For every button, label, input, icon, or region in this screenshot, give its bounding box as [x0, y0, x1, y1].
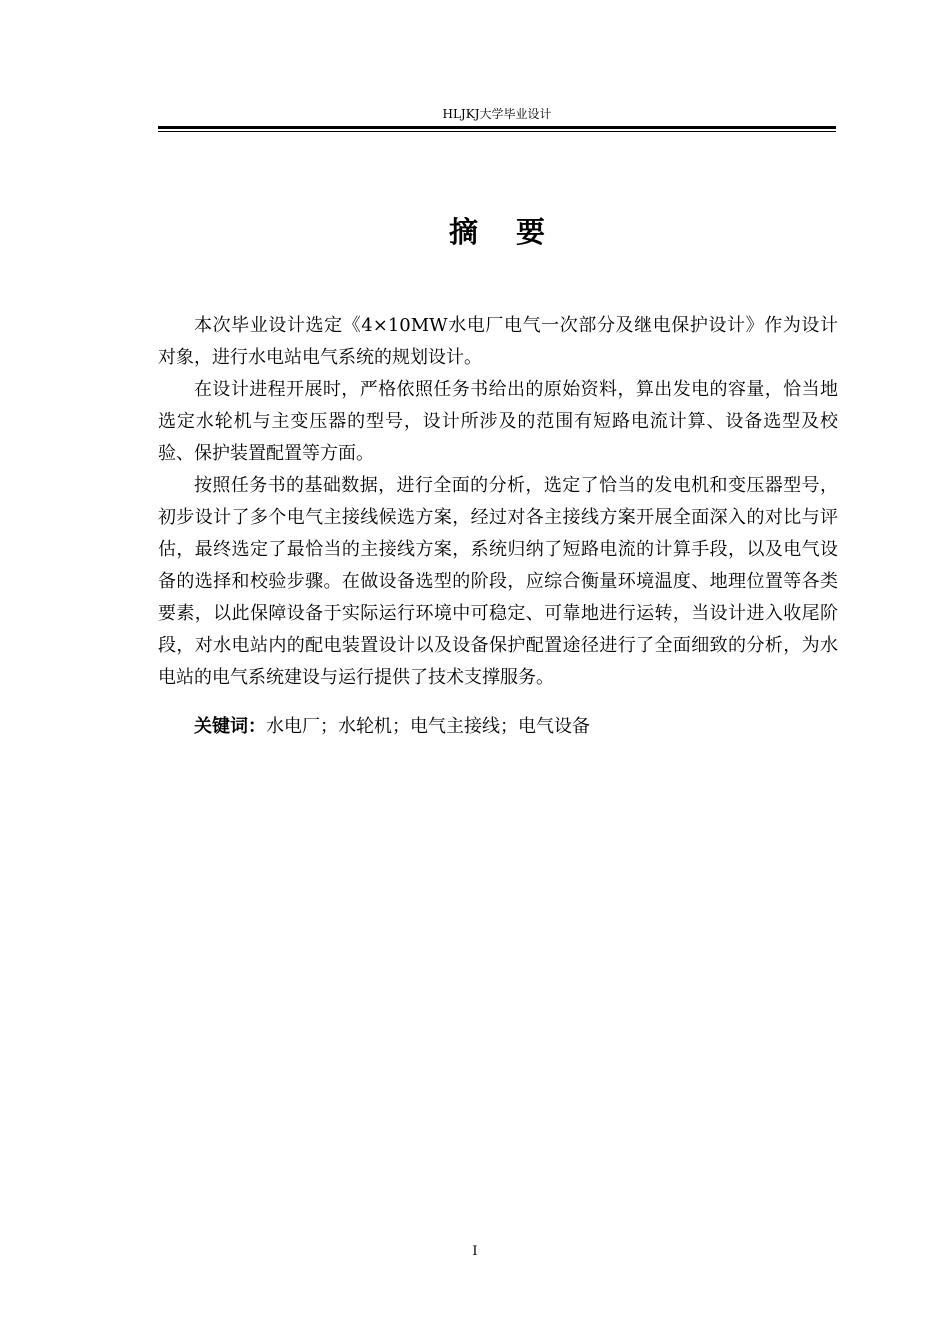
abstract-paragraph-3: 按照任务书的基础数据，进行全面的分析，选定了恰当的发电机和变压器型号，初步设计了多个电气主接线候选方案，经过对各主接线方案开展全面深入的对比与评估，最终选定了最恰当的主接线方案，系统归纳了短路电流的计算手段，以及电气设备的选择和校验步骤。在做设备选型的阶段，应综合衡量环境温度、地理位置等各类要素，以此保障设备于实际运行环境中可稳定、可靠地进行运转，当设计进入收尾阶段，对水电站内的配电装置设计以及设备保护配置途径进行了全面细致的分析，为水电站的电气系统建设与运行提供了技术支撑服务。 — [158, 475, 838, 688]
keywords-value: 水电厂；水轮机；电气主接线；电气设备 — [266, 716, 590, 737]
abstract-paragraph-2: 在设计进程开展时，严格依照任务书给出的原始资料，算出发电的容量，恰当地选定水轮机与主变压器的型号，设计所涉及的范围有短路电流计算、设备选型及校验、保护装置配置等方面。 — [158, 379, 838, 464]
abstract-paragraph-1: 本次毕业设计选定《4×10MW水电厂电气一次部分及继电保护设计》作为设计对象，进行水电站电气系统的规划设计。 — [158, 315, 838, 368]
header-rule-thick — [158, 126, 836, 129]
abstract-body — [158, 310, 838, 694]
running-header: HLJKJ大学毕业设计 — [442, 107, 552, 121]
page-number: I — [472, 1244, 478, 1259]
keywords-label: 关键词： — [194, 716, 266, 737]
header-rule-thin — [158, 131, 836, 132]
keywords-line — [194, 711, 834, 743]
abstract-title: 摘 要 — [448, 215, 560, 249]
